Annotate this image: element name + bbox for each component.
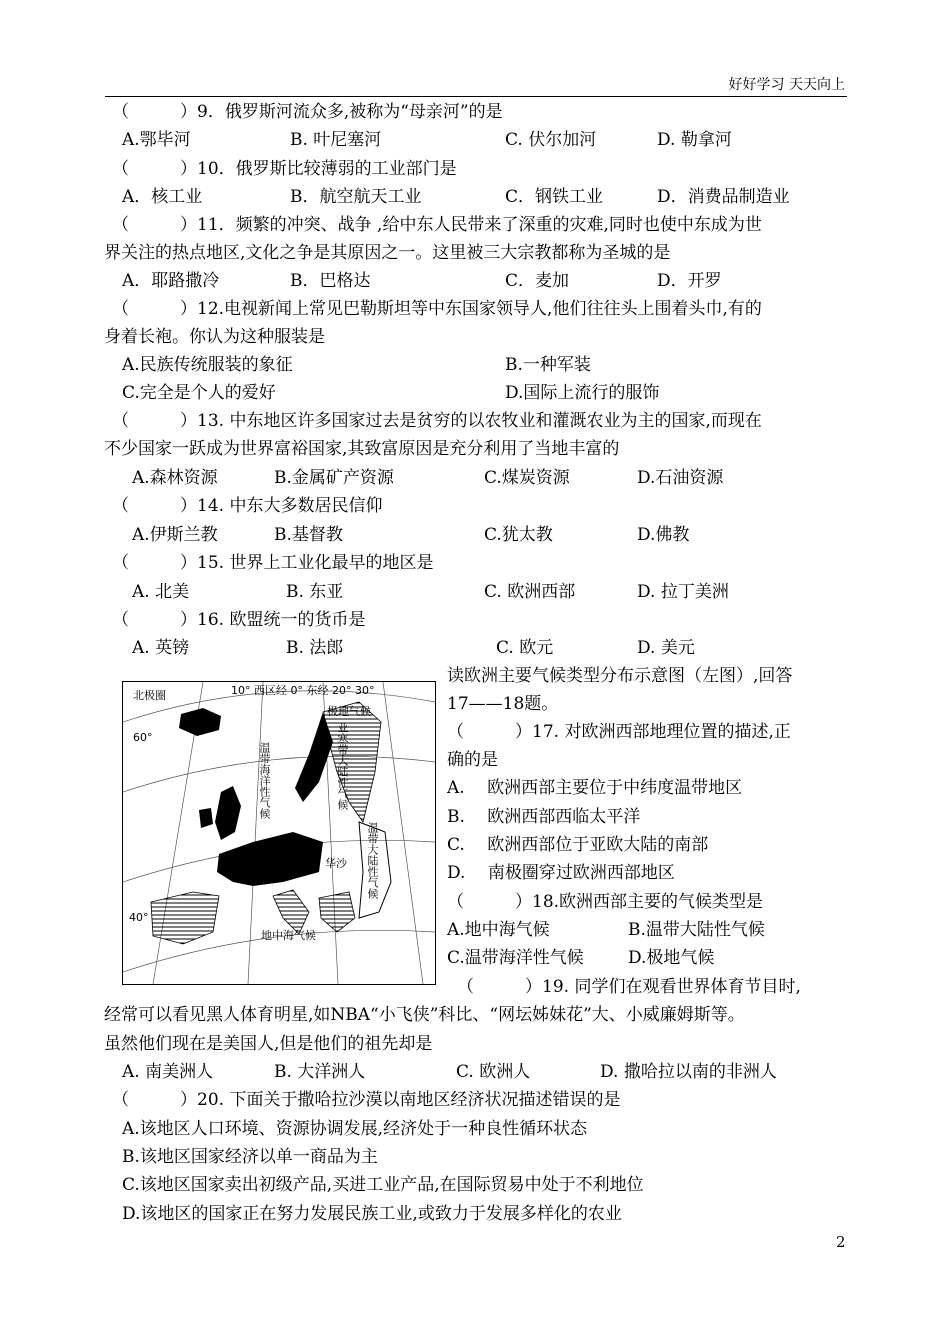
question-19-stem-line3: 虽然他们现在是美国人,但是他们的祖先却是 (104, 1034, 433, 1054)
question-12-option-a: A.民族传统服装的象征 (122, 355, 293, 375)
page-header: 好好学习 天天向上 (728, 77, 845, 93)
page-number: 2 (836, 1233, 846, 1251)
question-20-option-c: C.该地区国家卖出初级产品,买进工业产品,在国际贸易中处于不利地位 (122, 1175, 644, 1195)
question-16-stem: （ ）16. 欧盟统一的货币是 (112, 610, 366, 630)
question-19-option-c: C. 欧洲人 (456, 1062, 531, 1082)
question-15-option-a: A. 北美 (132, 582, 190, 602)
question-18-stem: （ ）18.欧洲西部主要的气候类型是 (447, 892, 764, 912)
question-18-option-a: A.地中海气候 (447, 920, 550, 940)
map-warsaw-label: 华沙 (325, 857, 347, 870)
question-11-option-d: D．开罗 (657, 271, 722, 291)
question-14-option-d: D.佛教 (637, 525, 690, 545)
question-18-option-d: D.极地气候 (628, 948, 715, 968)
question-12-option-c: C.完全是个人的爱好 (122, 383, 276, 403)
map-intro-line2: 17——18题。 (447, 694, 559, 714)
question-13-option-d: D.石油资源 (637, 468, 724, 488)
map-polar-climate-label: 极地气候 (327, 705, 371, 718)
question-12-stem-line2: 身着长袍。你认为这种服装是 (104, 327, 325, 347)
map-longitude-label: 10° 西区经 0° 东经 20° 30° (231, 684, 375, 697)
question-20-option-b: B.该地区国家经济以单一商品为主 (122, 1147, 378, 1167)
question-19-option-b: B. 大洋洲人 (274, 1062, 366, 1082)
question-9-option-b: B. 叶尼塞河 (290, 130, 382, 150)
map-lat-40-label: 40° (129, 911, 149, 924)
question-13-option-c: C.煤炭资源 (484, 468, 570, 488)
question-14-option-a: A.伊斯兰教 (132, 525, 218, 545)
header-rule (105, 96, 847, 97)
question-19-option-a: A. 南美洲人 (122, 1062, 214, 1082)
question-10-option-c: C．钢铁工业 (505, 187, 604, 207)
question-19-stem-line2: 经常可以看见黑人体育明星,如NBA“小飞侠”科比、“网坛姊妹花”大、小威廉姆斯等。 (104, 1005, 745, 1025)
europe-climate-map (122, 681, 436, 985)
question-20-option-a: A.该地区人口环境、资源协调发展,经济处于一种良性循环状态 (122, 1119, 588, 1139)
question-10-option-a: A．核工业 (122, 187, 203, 207)
map-mediterranean-climate-label: 地中海气候 (261, 929, 316, 942)
map-arctic-circle-label: 北极圈 (133, 689, 166, 702)
question-17-option-d: D. 南极圈穿过欧洲西部地区 (447, 863, 675, 883)
question-14-stem: （ ）14. 中东大多数居民信仰 (112, 496, 383, 516)
question-15-stem: （ ）15. 世界上工业化最早的地区是 (112, 553, 434, 573)
question-17-option-a: A. 欧洲西部主要位于中纬度温带地区 (447, 778, 743, 798)
question-9-stem: （ ）9．俄罗斯河流众多,被称为“母亲河”的是 (112, 102, 503, 122)
question-15-option-b: B. 东亚 (286, 582, 344, 602)
question-17-option-b: B. 欧洲西部西临太平洋 (447, 807, 641, 827)
question-20-option-d: D.该地区的国家正在努力发展民族工业,或致力于发展多样化的农业 (122, 1204, 622, 1224)
question-16-option-c: C. 欧元 (496, 638, 554, 658)
question-16-option-a: A. 英镑 (132, 638, 190, 658)
question-11-option-a: A．耶路撒冷 (122, 271, 220, 291)
question-18-option-c: C.温带海洋性气候 (447, 948, 584, 968)
question-13-stem-line2: 不少国家一跃成为世界富裕国家,其致富原因是充分利用了当地丰富的 (104, 439, 620, 459)
question-14-option-c: C.犹太教 (484, 525, 553, 545)
question-16-option-d: D. 美元 (637, 638, 695, 658)
question-12-option-b: B.一种军装 (505, 355, 591, 375)
question-13-option-b: B.金属矿产资源 (274, 468, 394, 488)
question-11-stem-line1: （ ）11．频繁的冲突、战争 ,给中东人民带来了深重的灾难,同时也使中东成为世 (112, 215, 762, 235)
question-10-option-b: B．航空航天工业 (290, 187, 422, 207)
question-17-stem-line1: （ ）17. 对欧洲西部地理位置的描述,正 (447, 722, 791, 742)
question-15-option-c: C. 欧洲西部 (484, 582, 576, 602)
question-19-option-d: D. 撒哈拉以南的非洲人 (600, 1062, 777, 1082)
question-12-stem-line1: （ ）12.电视新闻上常见巴勒斯坦等中东国家领导人,他们往往头上围着头巾,有的 (112, 299, 762, 319)
map-intro-line1: 读欧洲主要气候类型分布示意图（左图）,回答 (447, 666, 793, 686)
question-12-option-d: D.国际上流行的服饰 (505, 383, 660, 403)
question-16-option-b: B. 法郎 (286, 638, 344, 658)
question-13-option-a: A.森林资源 (132, 468, 218, 488)
question-9-option-c: C. 伏尔加河 (505, 130, 597, 150)
question-14-option-b: B.基督教 (274, 525, 343, 545)
question-15-option-d: D. 拉丁美洲 (637, 582, 729, 602)
map-continental-climate-label: 温带大陆性气候 (366, 822, 379, 899)
question-18-option-b: B.温带大陆性气候 (628, 920, 765, 940)
question-9-option-a: A.鄂毕河 (122, 130, 191, 150)
question-11-option-c: C．麦加 (505, 271, 570, 291)
question-17-option-c: C. 欧洲西部位于亚欧大陆的南部 (447, 835, 709, 855)
question-20-stem: （ ）20. 下面关于撒哈拉沙漠以南地区经济状况描述错误的是 (112, 1090, 621, 1110)
question-9-option-d: D. 勒拿河 (657, 130, 732, 150)
question-10-stem: （ ）10．俄罗斯比较薄弱的工业部门是 (112, 159, 457, 179)
map-subarctic-climate-label: 亚寒带大陆性气候 (336, 722, 349, 810)
question-19-stem-line1: （ ）19. 同学们在观看世界体育节目时, (457, 977, 801, 997)
question-17-stem-line2: 确的是 (447, 750, 498, 770)
map-oceanic-climate-label: 温带海洋性气候 (258, 742, 271, 819)
question-11-option-b: B．巴格达 (290, 271, 371, 291)
question-11-stem-line2: 界关注的热点地区,文化之争是其原因之一。这里被三大宗教都称为圣城的是 (104, 243, 671, 263)
question-13-stem-line1: （ ）13. 中东地区许多国家过去是贫穷的以农牧业和灌溉农业为主的国家,而现在 (112, 411, 762, 431)
map-lat-60-label: 60° (133, 731, 153, 744)
question-10-option-d: D．消费品制造业 (657, 187, 790, 207)
